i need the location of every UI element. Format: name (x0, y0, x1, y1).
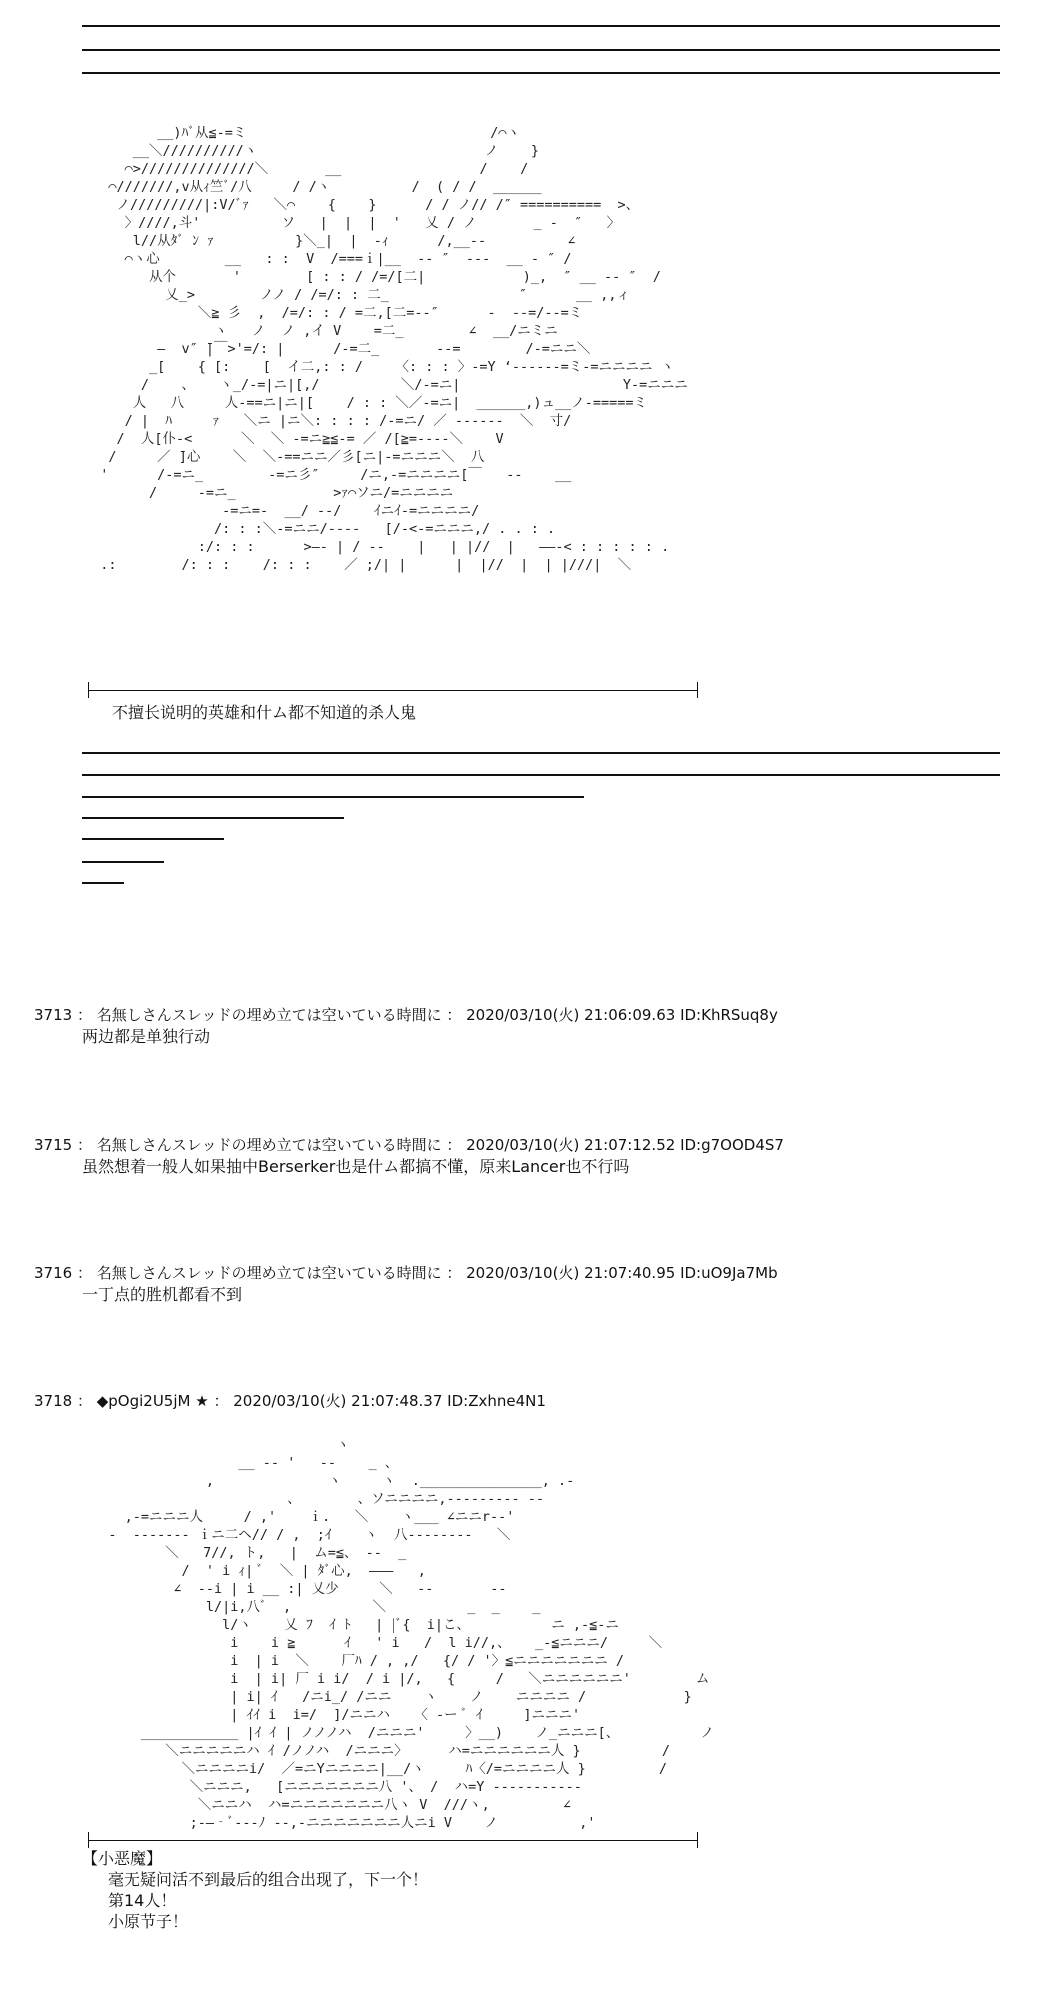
separator-rule (82, 861, 164, 863)
post-id: ID:Zxhne4N1 (447, 1392, 546, 1410)
ascii-art-scene-1: __)ﾊﾞ从≦-=ミ /⌒ヽ __＼//////////ヽ ノ } ⌒>//////////////＼ __ / / ⌒///////,v从ｨ竺ﾞ/八 / /ヽ / ( / / ______ ノ/////////|:V/ﾞｧ ＼⌒ { } / / ノ// /″ ========== >、 〉////,斗' ソ | | | ' 乂 / ノ _ - ″ 〉 l//从ﾀﾞ ﾝ ｧ }＼_| | -ｨ /,__-- ∠ ⌒ヽ心 __ : : V /===ｉ|__ -- ″ --- __ - ″ / 从个 ' [ : : / /=/[二| )_, ″ __ -- ″ / 乂_> ノノ / /=/: : 二_ ″ __ ,,ィ ＼≧ 彡 , /=/: : / =二,[二=-‐″ - --=/--=ミ ヽ ノ ノ ,イ V =二_ ∠ __/ニミニ ― v″ ̄|￣>'=/: | /-=二_ --= /-=ニニ＼ _[ { [: [ イ二,: : / 〈: : : 〉-=Y ‘‐‐‐‐‐‐=ミ-=ニニニニ ヽ / 、 ヽ_/-=|ニ|[,/ ＼/-=ニ| Y-=ニニニ 人 八 人-==ニ|ニ|[ / : : ＼／-=ニ| ______,)ュ__ノ-=====ミ / | ﾊ ｧ ＼ニ |ニ＼: : : : /-=ニ/ ／ ‐‐‐‐‐‐ ＼ 寸/ / 人[仆-< ＼ ＼ -=ニ≧≦-= ／ /[≧=-‐‐‐＼ V / ／ ̄]心 ＼ ＼-==ニニ／彡[ニ|-=ニニニ＼ 八 ' /-=ニ_ -=ニ彡″ /ニ,-=ニニニニ[￣ ‐‐ __ / -=ニ_ >ｧ⌒ソニ/=ニニニニ -=ニ=- __/ ‐‐/ ｲニｲ-=ニニニニ/ /: : :＼-=ニニ/‐‐‐‐ [/-<-=ニニニ,/ . . : . :/: : : >―‐ | / ‐‐ | | |// | ――‐< : : : : : . .: /: : : /: : : ／ ;/| | | |// | | |///| ＼ (100, 125, 688, 573)
post-body: 一丁点的胜机都看不到 (82, 1285, 243, 1304)
post-author: 名無しさんスレッドの埋め立ては空いている時間に (96, 1136, 442, 1154)
post-date: 2020/03/10(火) 21:07:40.95 (466, 1264, 676, 1282)
post-header: 3716 ： 名無しさんスレッドの埋め立ては空いている時間に ： 2020/03/10(火) 21:07:40.95 ID:uO9Ja7Mb (34, 1264, 778, 1282)
separator-rule (82, 49, 1000, 51)
separator-rule (82, 796, 584, 798)
post-number: 3715 (34, 1136, 73, 1154)
dialogue-line: 小原节子！ (108, 1912, 189, 1931)
post-header: 3718 ： ◆pOgi2U5jM ★ ： 2020/03/10(火) 21:07:48.37 ID:Zxhne4N1 (34, 1392, 546, 1410)
post-author: 名無しさんスレッドの埋め立ては空いている時間に (96, 1264, 442, 1282)
ascii-art-scene-2: ヽ __ -‐ ' -- _ 、 , ヽ ヽ ._______________, .- 、 、ソニニニニ,--------‐ ‐‐ ,-=ニニニ人 / ,' ｉ. ＼ ヽ___ ∠ニニr‐‐' - ‐‐‐‐‐‐‐ ｉニ二ヘ// / , ;ｲ ヽ 八‐‐‐‐‐‐‐‐ ＼ ＼ 7//, ト, | ム=≦、 -- _ / ' i ｨ| ﾞ ＼ | ﾀﾞ心, ――― , ∠ --i | i __ :| 乂少 ＼ ‐‐ -- l/|i,八ﾞ , ＼ _ _ _ l/ヽ 乂 ﾌ ｲ ﾄ | |ﾞ{ i|こ、 ニ ,-≦-ニ i i ≧ ｲ ' i / l i//,、 _-≦ニニニ/ ＼ i | i ＼ 厂ﾊ / , ,/ {/ / '〉≦ニニニニニニニ / i | i| 厂 i i/ / i |/, { / ＼ニニニニニニ' ム | i| ｲ /ニi_/ /ニニ ヽ ノ ニニニニ / } | ｲｲ i i=/ ]/ニニハ 〈 ‐ー ﾞ ｲ ]ニニニ' ____________ |ｲ ｲ | ノノノハ /ニニニ' 〉__) ノ_ニニニ[、 ノ ＼ニニニニニハ ｲ /ノノハ /ニニニ〉 ハ=ニニニニニニ人 } / ＼ニニニニi/ ／=ニYニニニニ|__/ヽ ﾊ〈/=ニニニニ人 } / ＼ニニニ, [ニニニニニニニ八 '、 / ハ=Y ‐‐‐‐‐‐‐‐‐‐‐ ＼ニニハ ハ=ニニニニニニニ八ヽ V ///ヽ, ∠ ;-―‐ﾞ-‐-ﾉ -‐,-ニニニニニニニ人ニi V ノ ,' (108, 1437, 715, 1831)
separator-rule (82, 774, 1000, 776)
post-id: ID:uO9Ja7Mb (680, 1264, 778, 1282)
post-header: 3715 ： 名無しさんスレッドの埋め立ては空いている時間に ： 2020/03/10(火) 21:07:12.52 ID:g7OOD4S7 (34, 1136, 784, 1154)
scene-2-dialogue (82, 1848, 428, 1932)
separator-rule (82, 817, 344, 819)
post-number: 3718 (34, 1392, 73, 1410)
dialogue-line: 第14人！ (108, 1891, 177, 1910)
separator-rule (82, 882, 124, 884)
scene-divider (88, 1840, 698, 1841)
separator-rule (82, 72, 1000, 74)
post-number: 3716 (34, 1264, 73, 1282)
scene-1-caption: 不擅长说明的英雄和什ム都不知道的杀人鬼 (112, 703, 417, 722)
speaker-label: 【小恶魔】 (82, 1849, 163, 1868)
post-date: 2020/03/10(火) 21:07:48.37 (233, 1392, 443, 1410)
post-date: 2020/03/10(火) 21:06:09.63 (466, 1006, 676, 1024)
post-body: 虽然想着一般人如果抽中Berserker也是什ム都搞不懂，原来Lancer也不行吗 (82, 1157, 630, 1176)
post-header: 3713 ： 名無しさんスレッドの埋め立ては空いている時間に ： 2020/03/10(火) 21:06:09.63 ID:KhRSuq8y (34, 1006, 778, 1024)
post-number: 3713 (34, 1006, 73, 1024)
post-date: 2020/03/10(火) 21:07:12.52 (466, 1136, 676, 1154)
post-id: ID:g7OOD4S7 (680, 1136, 784, 1154)
post-author: 名無しさんスレッドの埋め立ては空いている時間に (96, 1006, 442, 1024)
separator-rule (82, 25, 1000, 27)
dialogue-line: 毫无疑问活不到最后的组合出现了，下一个！ (108, 1870, 429, 1889)
separator-rule (82, 752, 1000, 754)
post-author: ◆pOgi2U5jM ★ (96, 1392, 209, 1410)
post-id: ID:KhRSuq8y (680, 1006, 778, 1024)
separator-rule (82, 838, 224, 840)
post-body: 两边都是单独行动 (82, 1027, 211, 1046)
scene-divider (88, 690, 698, 691)
